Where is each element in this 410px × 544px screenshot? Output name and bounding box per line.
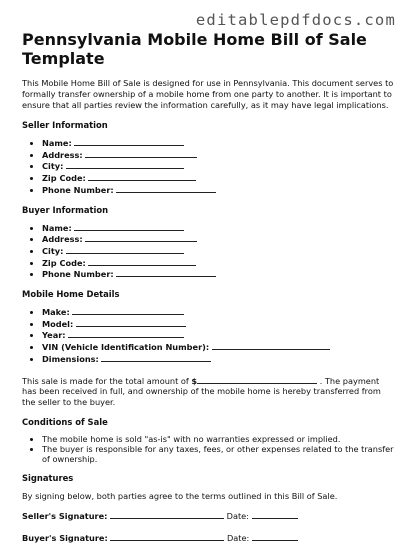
field-label: Address:	[42, 234, 83, 245]
seller-phone-field	[42, 184, 394, 196]
fill-in-blank[interactable]	[116, 268, 216, 277]
fill-in-blank[interactable]	[66, 245, 184, 254]
conditions-heading: Conditions of Sale	[22, 417, 108, 428]
fill-in-blank[interactable]	[88, 257, 196, 266]
buyer-date-blank[interactable]	[252, 532, 298, 541]
currency-symbol: $	[191, 375, 198, 386]
seller-signature-blank[interactable]	[110, 510, 224, 519]
sale-text-before: This sale is made for the total amount of	[22, 375, 192, 386]
field-label: Dimensions:	[42, 353, 99, 364]
seller-address-field	[42, 149, 394, 161]
buyer-signature-blank[interactable]	[110, 532, 224, 541]
buyer-phone-field	[42, 268, 394, 280]
field-label: VIN (Vehicle Identification Number):	[42, 342, 210, 353]
field-label: Phone Number:	[42, 269, 114, 280]
home-year-field	[42, 329, 394, 341]
buyer-fields	[22, 222, 394, 281]
fill-in-blank[interactable]	[116, 184, 216, 193]
fill-in-blank[interactable]	[68, 329, 184, 338]
intro-paragraph: This Mobile Home Bill of Sale is designed for use in Pennsylvania. This document serves to formally transfer ownership of a mobile home from one party to another. It is important to ensure that all parties review the information carefully, as it may have legal implications.	[22, 78, 394, 110]
buyer-address-field	[42, 233, 394, 245]
seller-heading: Seller Information	[22, 120, 108, 130]
seller-name-field	[42, 137, 394, 149]
seller-city-field	[42, 160, 394, 172]
seller-date-blank[interactable]	[252, 510, 298, 519]
fill-in-blank[interactable]	[72, 306, 184, 315]
page-title: Pennsylvania Mobile Home Bill of Sale Template	[22, 30, 367, 68]
field-label: Make:	[42, 307, 70, 318]
buyer-name-field	[42, 222, 394, 234]
condition-item: • The mobile home is sold "as-is" with no warranties expressed or implied.	[42, 434, 394, 444]
condition-item: • The buyer is responsible for any taxes, fees, or other expenses related to the transfer of ownership.	[42, 444, 394, 464]
field-label: Year:	[42, 330, 66, 341]
buyer-zip-field	[42, 257, 394, 269]
fill-in-blank[interactable]	[212, 341, 330, 350]
field-label: Model:	[42, 318, 74, 329]
signatures-intro: By signing below, both parties agree to the terms outlined in this Bill of Sale.	[22, 491, 338, 502]
amount-blank[interactable]	[197, 375, 317, 384]
fill-in-blank[interactable]	[74, 222, 184, 231]
seller-zip-field	[42, 172, 394, 184]
date-label: Date:	[226, 533, 250, 544]
field-label: Phone Number:	[42, 184, 114, 195]
field-label: Name:	[42, 138, 72, 148]
home-dimensions-field	[42, 353, 394, 365]
buyer-city-field	[42, 245, 394, 257]
fill-in-blank[interactable]	[74, 137, 184, 146]
field-label: Name:	[42, 222, 72, 233]
field-label: City:	[42, 161, 64, 172]
signatures-heading: Signatures	[22, 473, 74, 484]
field-label: Zip Code:	[42, 257, 86, 268]
fill-in-blank[interactable]	[85, 149, 197, 158]
fill-in-blank[interactable]	[101, 353, 211, 362]
fill-in-blank[interactable]	[85, 233, 197, 242]
seller-signature-line	[22, 510, 394, 522]
fill-in-blank[interactable]	[88, 172, 196, 181]
fill-in-blank[interactable]	[66, 160, 184, 169]
field-label: Zip Code:	[42, 173, 86, 184]
home-model-field	[42, 318, 394, 330]
home-vin-field	[42, 341, 394, 353]
field-label: Address:	[42, 149, 83, 160]
seller-fields	[22, 137, 394, 196]
home-make-field	[42, 306, 394, 318]
buyer-signature-label: Buyer's Signature:	[22, 533, 108, 544]
date-label: Date:	[226, 511, 249, 522]
field-label: City:	[42, 245, 64, 256]
document-page	[22, 30, 394, 544]
mobile-home-heading: Mobile Home Details	[22, 289, 120, 300]
mobile-home-fields	[22, 306, 394, 365]
seller-signature-label: Seller's Signature:	[22, 511, 108, 522]
sale-text-after: . The payment has been received in full, and ownership of the mobile home is hereby transferred from the seller to the buyer.	[22, 375, 381, 407]
buyer-heading: Buyer Information	[22, 204, 109, 215]
sale-amount-paragraph	[22, 375, 394, 408]
watermark: editablepdfdocs.com	[195, 11, 396, 29]
conditions-list	[22, 434, 394, 464]
fill-in-blank[interactable]	[76, 318, 186, 327]
buyer-signature-line	[22, 532, 394, 544]
